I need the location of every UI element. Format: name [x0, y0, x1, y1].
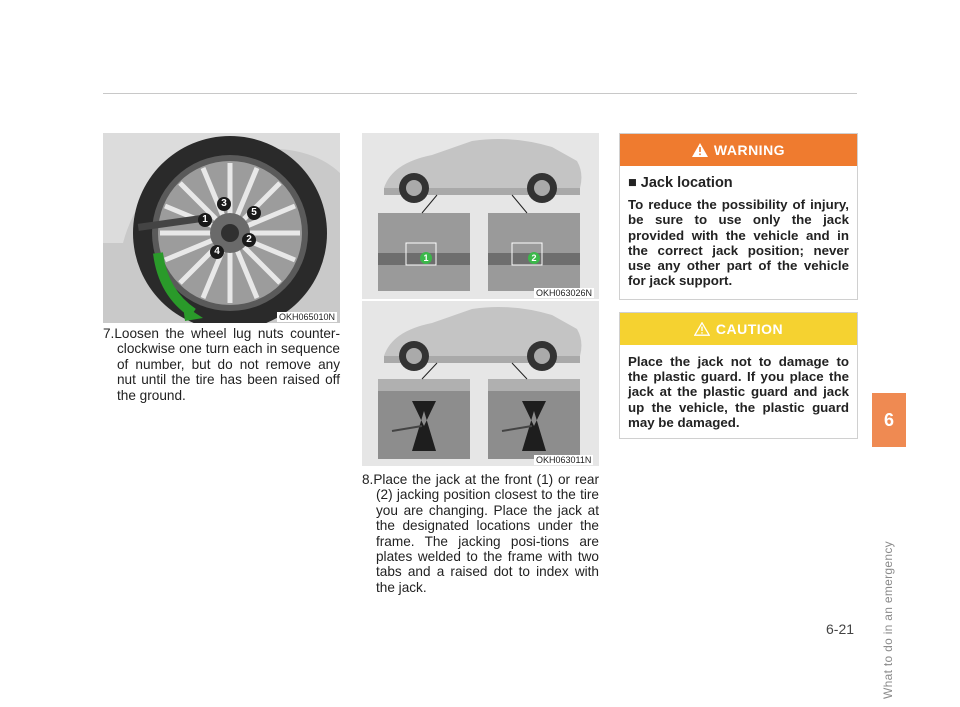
car-jack-points-illustration	[362, 133, 599, 299]
wheel-label-4: 4	[210, 245, 224, 259]
chapter-number: 6	[883, 409, 894, 430]
wheel-lug-nut-photo	[103, 133, 340, 323]
jack-under-car-photo	[362, 301, 599, 466]
warning-header	[620, 134, 857, 166]
wheel-illustration	[103, 133, 340, 323]
warning-box	[619, 133, 858, 300]
caution-header	[620, 313, 857, 345]
top-rule	[103, 93, 857, 94]
wheel-label-5: 5	[247, 206, 261, 220]
step-8-body: Place the jack at the front (1) or rear (2) jacking position closest to the tire you are changing. Place the jack at the designated locations under the frame. The jacking posi-tions are plates welded to the frame with two tabs and a raised dot to index with the jack.	[373, 472, 599, 595]
jacking-position-photo-top	[362, 133, 599, 299]
caution-triangle-icon	[694, 322, 710, 336]
step-7-body: Loosen the wheel lug nuts counter-clockwise one turn each in sequence of number, but do not remove any nut until the tire has been raised off the ground.	[114, 326, 340, 403]
page-number: 6-21	[826, 621, 855, 637]
wheel-label-3: 3	[217, 197, 231, 211]
wheel-label-1: 1	[198, 213, 212, 227]
chapter-title: What to do in an emergency	[881, 541, 895, 699]
step-8-number: 8.	[362, 472, 374, 487]
jack-point-label-1: 1	[420, 252, 432, 264]
image-code-wheel: OKH065010N	[279, 312, 336, 322]
warning-text: To reduce the possibility of injury, be sure to use only the jack provided with the vehicle and in the correct jack position; never use any other part of the vehicle for jack support.	[628, 197, 849, 289]
chapter-tab	[872, 393, 906, 447]
image-code-jack-points: OKH063026N	[536, 288, 593, 298]
caution-text: Place the jack not to damage to the plastic guard. If you place the jack at the plastic guard and jack up the vehicle, the plastic guard may be damaged.	[628, 354, 849, 430]
step-8-text	[362, 472, 599, 595]
step-7-number: 7.	[103, 326, 115, 341]
jack-point-label-2: 2	[528, 252, 540, 264]
step-7-text	[103, 326, 340, 403]
caution-box	[619, 312, 858, 439]
warning-subtitle: ■ Jack location	[628, 175, 733, 191]
warning-triangle-icon	[692, 143, 708, 157]
wheel-label-2: 2	[242, 233, 256, 247]
caution-title: CAUTION	[715, 321, 784, 337]
car-jack-illustration	[362, 301, 599, 466]
warning-title: WARNING	[713, 142, 786, 158]
image-code-jack-under-car: OKH063011N	[536, 455, 592, 465]
